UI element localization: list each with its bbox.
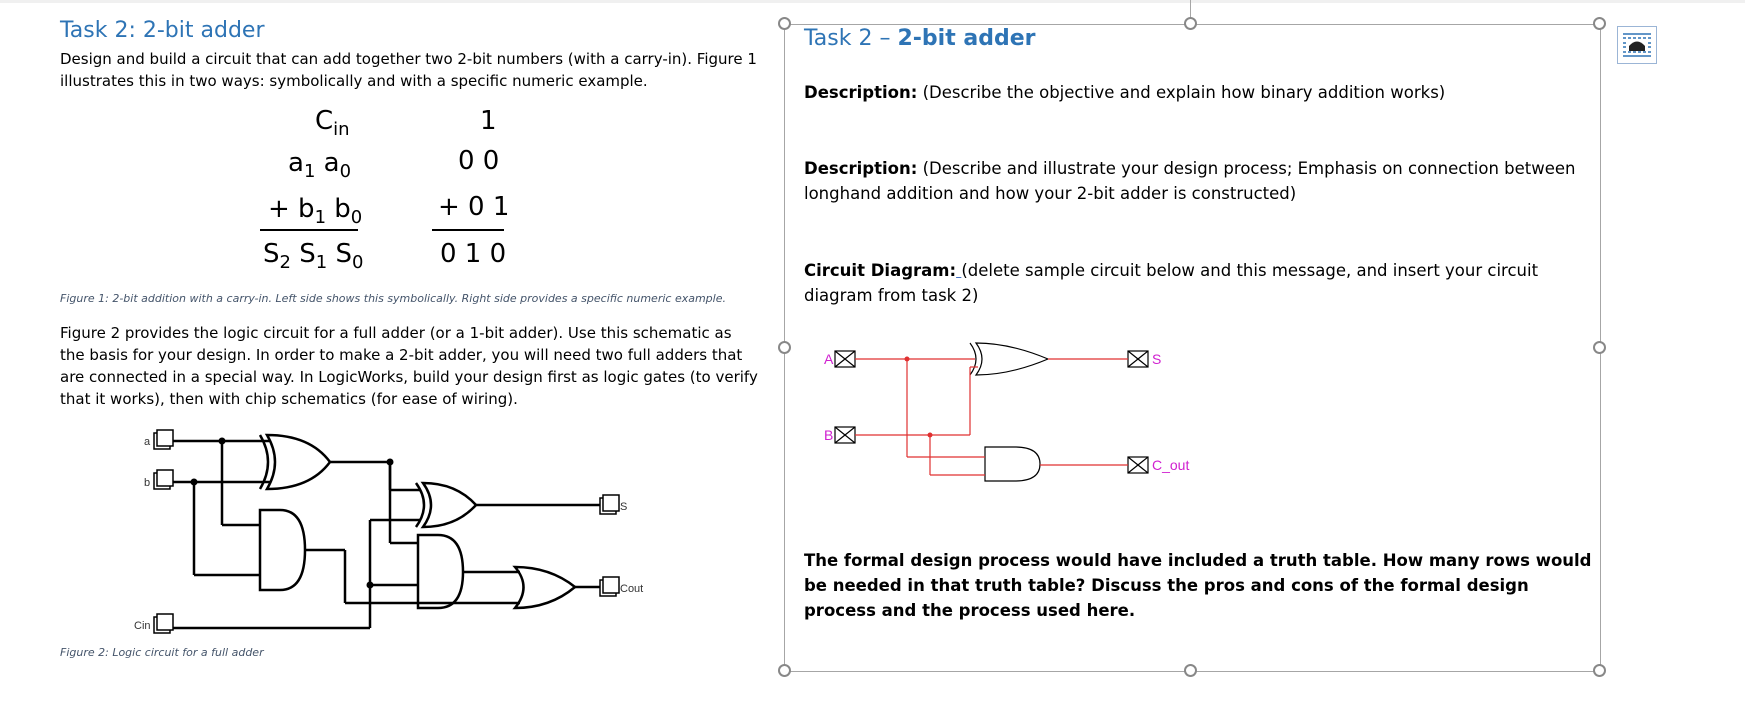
resize-handle-top-left[interactable]: [778, 17, 791, 30]
layout-options-icon: [1618, 27, 1656, 63]
schem-label-a: a: [144, 436, 151, 448]
circuit-diagram-text: (delete sample circuit below and this message, and insert your circuit diagram from task 2): [804, 261, 1539, 305]
description-1-text: (Describe the objective and explain how binary addition works): [917, 83, 1446, 102]
sample-pin-s-label: S: [1152, 351, 1162, 367]
layout-options-button[interactable]: [1617, 26, 1657, 64]
schem-label-cout: Cout: [620, 583, 644, 595]
intro-paragraph: Design and build a circuit that can add together two 2-bit numbers (with a carry-in). Figure 1 illustrates this in two ways: symbolically and with a specific numeric example.: [60, 50, 757, 90]
resize-handle-bottom-left[interactable]: [778, 664, 791, 677]
schem-label-s: S: [620, 501, 628, 513]
circuit-diagram-label: Circuit Diagram:: [804, 261, 957, 280]
resize-handle-top-center[interactable]: [1184, 17, 1197, 30]
sym-a-row: $a_1$ $a_0$: [288, 148, 352, 183]
sample-circuit: [820, 335, 1220, 495]
circuit-diagram-prompt: [804, 258, 1594, 308]
sym-s-row: $S_2$ $S_1$ $S_0$: [263, 239, 364, 274]
figure2-caption: Figure 2: Logic circuit for a full adder: [60, 646, 264, 659]
num-s: 0 1 0: [440, 239, 507, 269]
top-edge: [0, 0, 1745, 3]
full-adder-schematic: [120, 425, 680, 645]
title-prefix: Task 2 –: [804, 26, 898, 51]
resize-handle-bottom-right[interactable]: [1593, 664, 1606, 677]
resize-handle-mid-right[interactable]: [1593, 341, 1606, 354]
resize-handle-top-right[interactable]: [1593, 17, 1606, 30]
resize-handle-mid-left[interactable]: [778, 341, 791, 354]
section-heading: Task 2: 2-bit adder: [60, 18, 265, 43]
schem-label-cin: Cin: [134, 620, 151, 632]
sample-pin-cout-label: C_out: [1152, 457, 1190, 473]
textbox-title: [804, 26, 1035, 51]
description-1: [804, 80, 1594, 105]
sym-cin: $C_{in}$: [315, 106, 350, 141]
num-b: + 0 1: [438, 192, 510, 222]
num-cin: 1: [480, 106, 497, 136]
truth-table-question: The formal design process would have included a truth table. How many rows would be needed in that truth table? Discuss the pros and cons of the formal design process and the process used here.: [804, 551, 1592, 620]
sym-sum-line: [260, 229, 358, 231]
sample-pin-a-label: A: [824, 351, 834, 367]
description-2: [804, 156, 1594, 206]
sym-b-row: + $b_1$ $b_0$: [268, 194, 363, 229]
description-1-label: Description:: [804, 83, 918, 102]
resize-handle-bottom-center[interactable]: [1184, 664, 1197, 677]
sample-pin-b-label: B: [824, 427, 834, 443]
schem-label-b: b: [144, 477, 151, 489]
description-2-label: Description:: [804, 159, 918, 178]
description-2-text: (Describe and illustrate your design process; Emphasis on connection between longhand addition and how your 2-bit adder is constructed): [804, 159, 1576, 203]
num-a: 0 0: [458, 146, 500, 176]
title-bold: 2-bit adder: [897, 26, 1036, 51]
num-sum-line: [432, 229, 504, 231]
figure2-paragraph: Figure 2 provides the logic circuit for a full adder (or a 1-bit adder). Use this schematic as the basis for your design. In order to make a 2-bit adder, you will need two full adders that are connected in a special way. In LogicWorks, build your design first as logic gates (to verify that it works), then with chip schematics (for ease of wiring).: [60, 324, 758, 408]
figure1-caption: Figure 1: 2-bit addition with a carry-in. Left side shows this symbolically. Right side provides a specific numeric example.: [60, 292, 726, 305]
